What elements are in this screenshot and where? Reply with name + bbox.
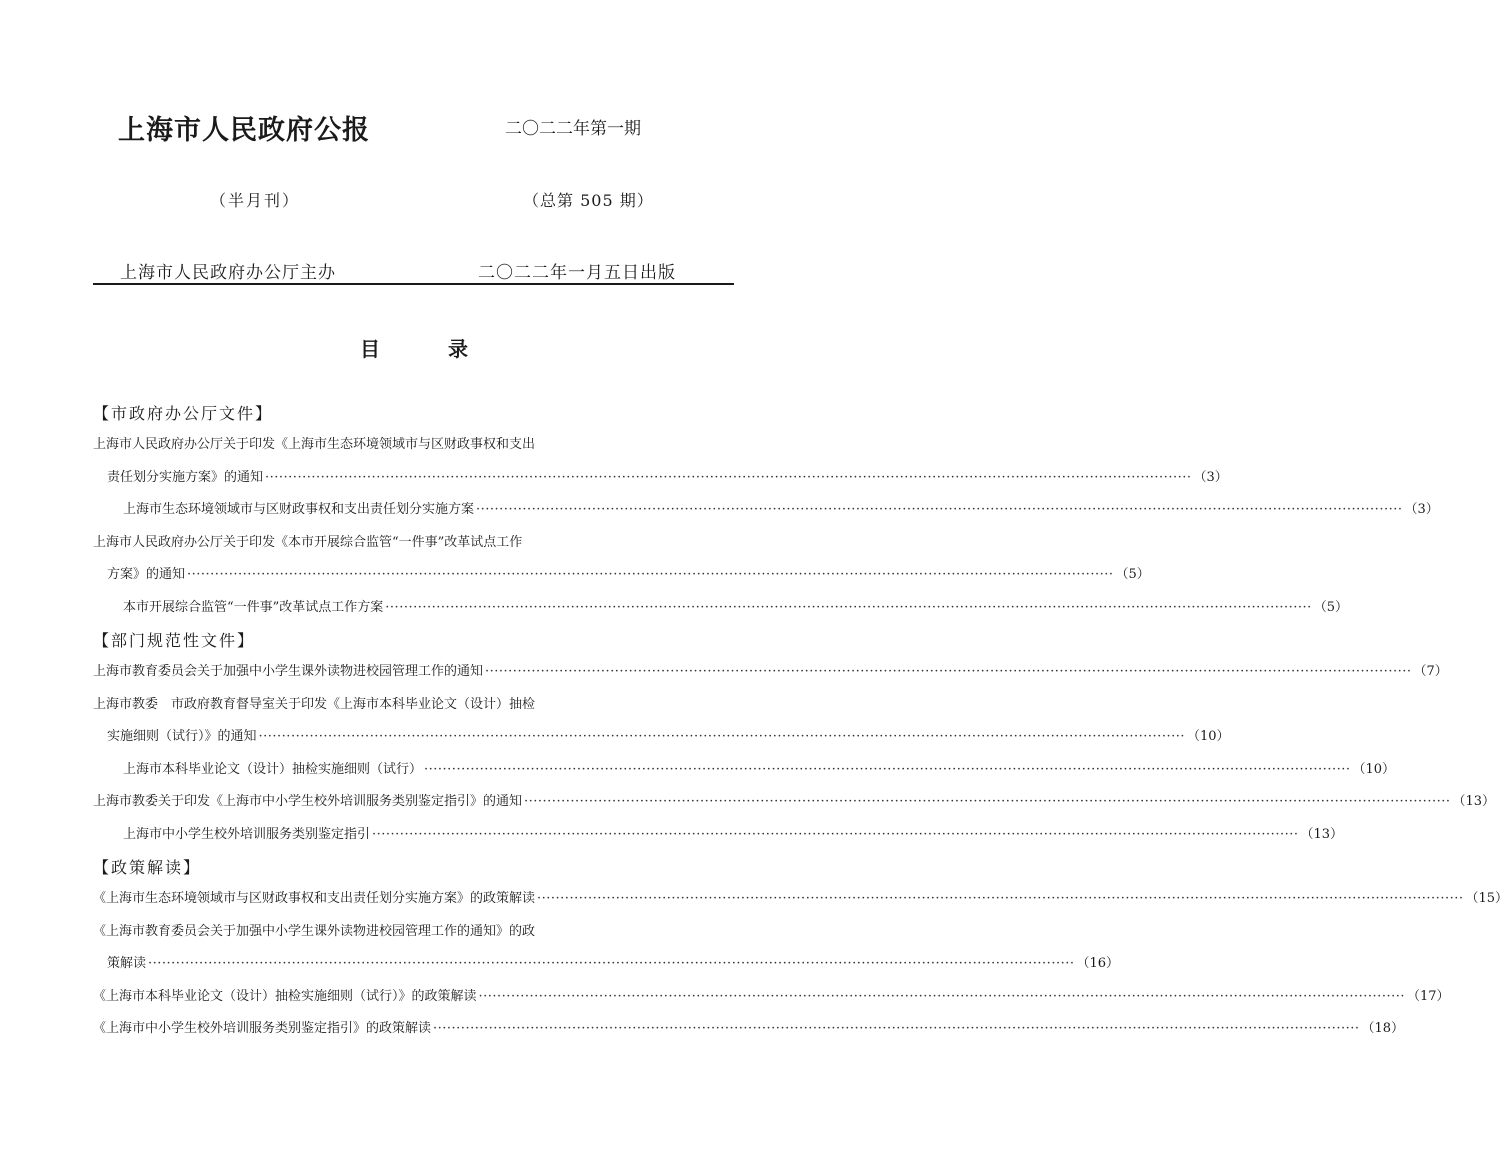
dot-leader: ········································································································································································································ (537, 891, 1464, 906)
toc-entry[interactable] (93, 429, 734, 462)
toc-entry[interactable] (93, 559, 1150, 592)
dot-leader: ········································································································································································································ (476, 502, 1403, 517)
toc-page-number: （18） (1361, 1021, 1405, 1036)
toc-entry-text: 上海市中小学生校外培训服务类别鉴定指引 (123, 826, 371, 842)
toc-page-number: （15） (1465, 891, 1508, 906)
toc-entry-text: 方案》的通知 (107, 567, 186, 582)
toc-entry-text: 实施细则（试行）》的通知 (107, 729, 257, 744)
dot-leader: ········································································································································································································ (265, 469, 1192, 485)
dot-leader: ········································································································································································································ (372, 826, 1299, 842)
toc-page-number: （7） (1413, 664, 1448, 679)
header-divider (93, 283, 734, 285)
toc-section-heading: 【市政府办公厅文件】 (93, 404, 274, 423)
issue-number: 二〇二二年第一期 (505, 119, 641, 139)
dot-leader: ········································································································································································································ (485, 664, 1412, 679)
publication-frequency: （半月刊） (210, 191, 301, 210)
total-issue-number: （总第 505 期） (523, 191, 654, 210)
toc-entry-text: 上海市生态环境领域市与区财政事权和支出责任划分实施方案 (123, 502, 475, 517)
dot-leader: ········································································································································································································ (187, 567, 1114, 582)
toc-entry-text: 上海市教育委员会关于加强中小学生课外读物进校园管理工作的通知 (93, 664, 484, 679)
gazette-title: 上海市人民政府公报 (118, 115, 370, 146)
toc-entry-text: 上海市本科毕业论文（设计）抽检实施细则（试行） (123, 761, 423, 777)
toc-entry[interactable] (93, 981, 1450, 1014)
toc-entry[interactable] (93, 948, 1120, 981)
toc-entry-text: 《上海市教育委员会关于加强中小学生课外读物进校园管理工作的通知》的政 (93, 923, 536, 939)
toc-entry-text: 策解读 (107, 956, 147, 971)
toc-section-heading: 【政策解读】 (93, 858, 202, 877)
toc-page-number: （10） (1352, 761, 1396, 777)
toc-page-number: （3） (1404, 502, 1439, 517)
toc-entry-text: 责任划分实施方案》的通知 (107, 469, 264, 485)
dot-leader: ········································································································································································································ (433, 1021, 1360, 1036)
dot-leader: ········································································································································································································ (385, 599, 1312, 615)
publish-date: 二〇二二年一月五日出版 (478, 263, 676, 283)
toc-entry[interactable] (93, 494, 1439, 527)
dot-leader: ········································································································································································································ (258, 729, 1185, 744)
toc-entry-text: 本市开展综合监管“一件事”改革试点工作方案 (123, 599, 384, 615)
table-of-contents (93, 397, 1508, 1046)
sponsor-line: 上海市人民政府办公厅主办 (120, 263, 336, 283)
toc-page-number: （13） (1452, 794, 1496, 809)
toc-entry[interactable] (93, 883, 1508, 916)
toc-entry-text: 《上海市生态环境领域市与区财政事权和支出责任划分实施方案》的政策解读 (93, 891, 536, 906)
toc-page-number: （5） (1115, 567, 1150, 582)
toc-page-number: （10） (1186, 729, 1230, 744)
toc-entry-text: 上海市人民政府办公厅关于印发《上海市生态环境领域市与区财政事权和支出 (93, 437, 536, 452)
toc-entry[interactable] (93, 819, 1344, 852)
toc-page-number: （3） (1193, 469, 1228, 485)
toc-entry-text: 上海市人民政府办公厅关于印发《本市开展综合监管“一件事”改革试点工作 (93, 534, 523, 550)
toc-title: 目录 (360, 337, 536, 361)
dot-leader: ········································································································································································································ (148, 956, 1075, 971)
toc-entry[interactable] (93, 689, 734, 722)
toc-page-number: （16） (1076, 956, 1120, 971)
toc-page-number: （17） (1406, 988, 1450, 1004)
toc-entry[interactable] (93, 754, 1396, 787)
dot-leader: ········································································································································································································ (424, 761, 1351, 777)
toc-entry[interactable] (93, 656, 1448, 689)
toc-section-heading: 【部门规范性文件】 (93, 631, 256, 650)
toc-page-number: （13） (1300, 826, 1344, 842)
toc-entry-text: 上海市教委关于印发《上海市中小学生校外培训服务类别鉴定指引》的通知 (93, 794, 523, 809)
toc-entry-text: 上海市教委 市政府教育督导室关于印发《上海市本科毕业论文（设计）抽检 (93, 696, 536, 712)
toc-entry[interactable] (93, 786, 1496, 819)
toc-entry[interactable] (93, 721, 1230, 754)
toc-entry[interactable] (93, 916, 734, 949)
toc-entry-text: 《上海市本科毕业论文（设计）抽检实施细则（试行）》的政策解读 (93, 988, 477, 1004)
toc-entry[interactable] (93, 462, 1228, 495)
toc-entry-text: 《上海市中小学生校外培训服务类别鉴定指引》的政策解读 (93, 1021, 432, 1036)
toc-entry[interactable] (93, 1013, 1405, 1046)
toc-entry[interactable] (93, 527, 734, 560)
toc-entry[interactable] (93, 592, 1349, 625)
dot-leader: ········································································································································································································ (478, 988, 1405, 1004)
toc-page-number: （5） (1313, 599, 1349, 615)
dot-leader: ········································································································································································································ (524, 794, 1451, 809)
